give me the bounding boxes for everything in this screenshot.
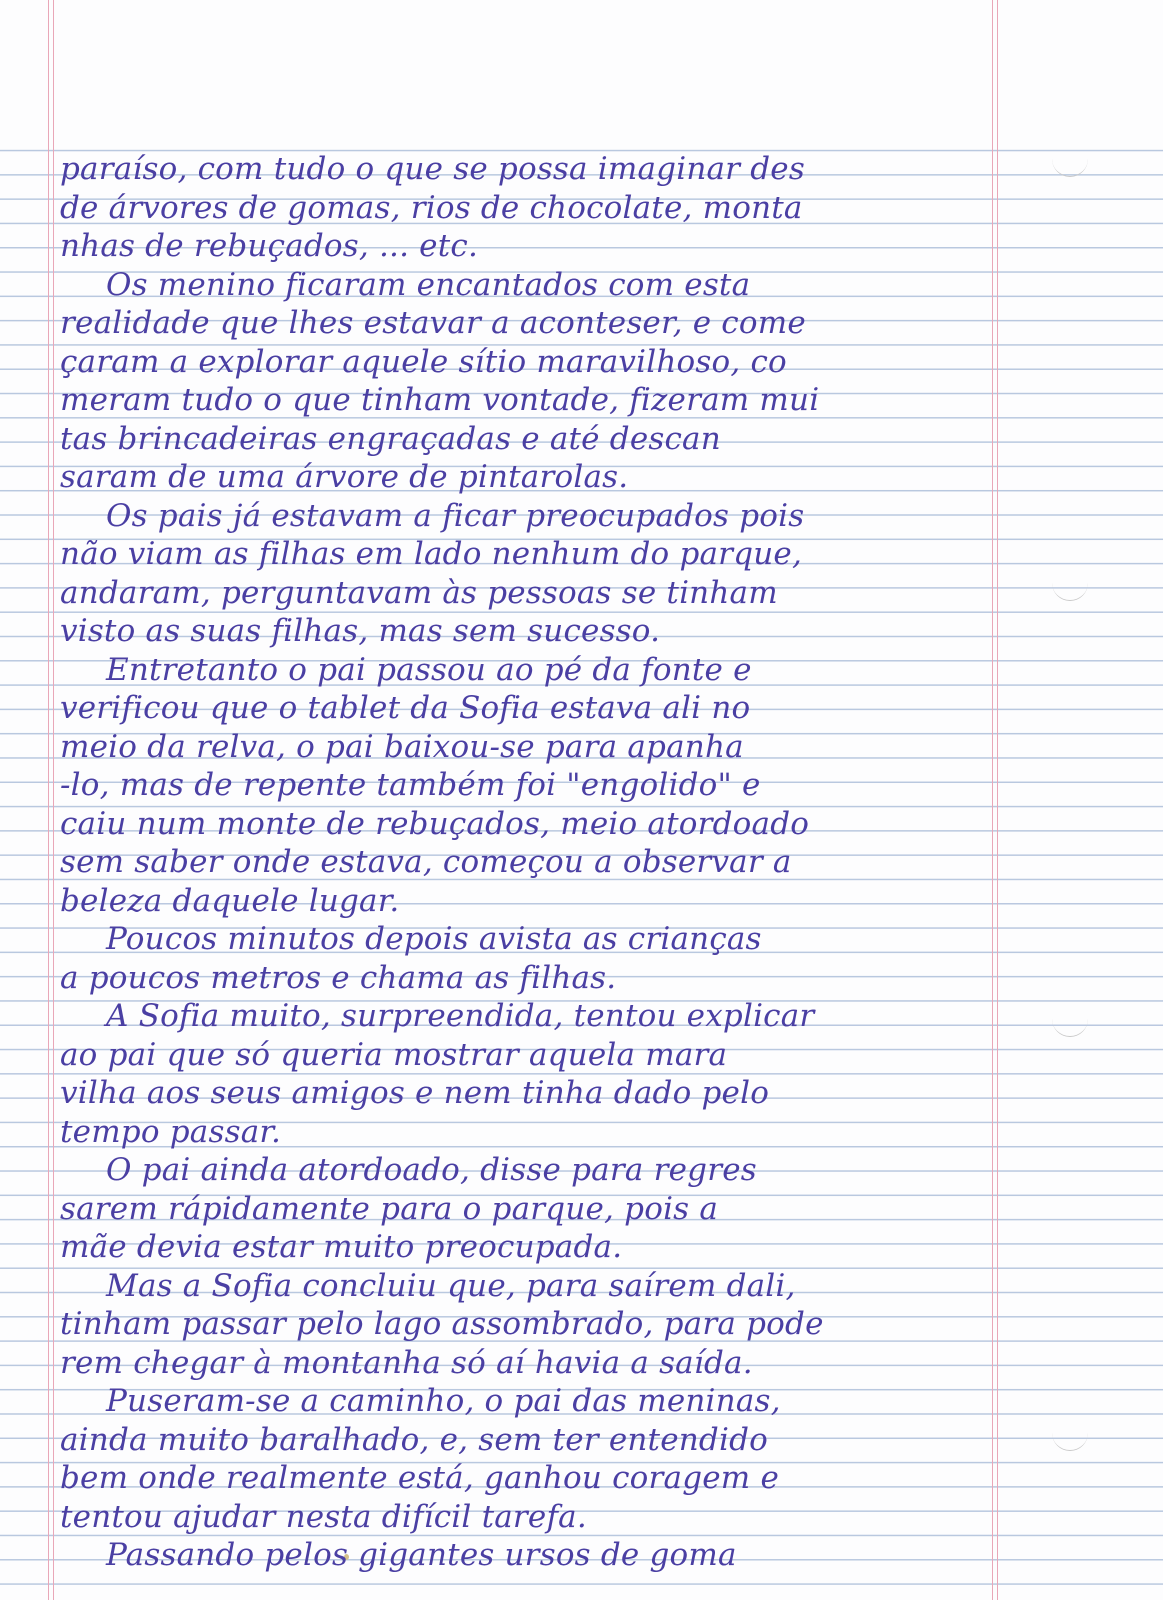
text-line: rem chegar à montanha só aí havia a saída.	[60, 1344, 753, 1381]
text-line: Poucos minutos depois avista as crianças	[106, 921, 762, 957]
text-line: Entretanto o pai passou ao pé da fonte e	[106, 651, 752, 688]
text-line: vilha aos seus amigos e nem tinha dado pelo	[60, 1075, 770, 1111]
binder-hole-mark	[1052, 1432, 1088, 1451]
text-line: ainda muito baralhado, e, sem ter entendido	[60, 1421, 768, 1458]
right-margin-line-outer	[997, 0, 998, 1600]
text-line: Mas a Sofia concluiu que, para saírem dali,	[106, 1267, 796, 1304]
text-line: a poucos metros e chama as filhas.	[60, 959, 617, 996]
text-line: tas brincadeiras engraçadas e até descan	[60, 420, 721, 457]
text-line: tempo passar.	[60, 1113, 282, 1150]
right-margin-line	[992, 0, 993, 1600]
text-line: Passando pelos gigantes ursos de goma	[106, 1537, 737, 1573]
text-line: andaram, perguntavam às pessoas se tinham	[60, 574, 778, 611]
text-line: O pai ainda atordoado, disse para regres	[106, 1152, 757, 1188]
text-line: ao pai que só queria mostrar aquela mara	[60, 1036, 728, 1073]
text-line: saram de uma árvore de pintarolas.	[60, 459, 629, 495]
text-line: caiu num monte de rebuçados, meio atordoado	[60, 805, 810, 842]
text-line: meio da relva, o pai baixou-se para apanha	[60, 728, 744, 765]
text-line: bem onde realmente está, ganhou coragem e	[60, 1460, 779, 1496]
text-line: Os menino ficaram encantados com esta	[106, 266, 751, 303]
binder-hole-mark	[1052, 158, 1088, 177]
binder-hole-mark	[1052, 1018, 1088, 1037]
text-line: sem saber onde estava, começou a observar a	[60, 844, 792, 880]
text-line: A Sofia muito, surpreendida, tentou explicar	[106, 998, 815, 1034]
text-line: -lo, mas de repente também foi "engolido" e	[60, 767, 761, 803]
text-line: verificou que o tablet da Sofia estava ali no	[60, 690, 751, 726]
text-line: Os pais já estavam a ficar preocupados pois	[106, 497, 805, 534]
text-line: de árvores de gomas, rios de chocolate, monta	[60, 189, 803, 226]
text-line: tinham passar pelo lago assombrado, para pode	[60, 1306, 824, 1342]
text-line: visto as suas filhas, mas sem sucesso.	[60, 613, 661, 649]
text-line: sarem rápidamente para o parque, pois a	[60, 1190, 719, 1227]
text-line: nhas de rebuçados, ... etc.	[60, 228, 478, 264]
text-line: não viam as filhas em lado nenhum do parque,	[60, 536, 803, 572]
page-header-blank	[0, 0, 1163, 148]
binder-hole-mark	[1052, 582, 1088, 601]
text-line: mãe devia estar muito preocupada.	[60, 1229, 623, 1265]
text-line: beleza daquele lugar.	[60, 882, 400, 919]
text-line: çaram a explorar aquele sítio maravilhoso, co	[60, 343, 787, 380]
text-line: tentou ajudar nesta difícil tarefa.	[60, 1498, 587, 1535]
text-line: Puseram-se a caminho, o pai das meninas,	[106, 1383, 781, 1419]
text-line: paraíso, com tudo o que se possa imaginar des	[60, 151, 805, 187]
left-margin-line	[48, 0, 49, 1600]
text-line: realidade que lhes estavar a aconteser, e come	[60, 305, 806, 341]
left-margin-line-inner	[53, 0, 54, 1600]
text-line: meram tudo o que tinham vontade, fizeram mui	[60, 382, 820, 418]
handwritten-text	[60, 150, 990, 1575]
